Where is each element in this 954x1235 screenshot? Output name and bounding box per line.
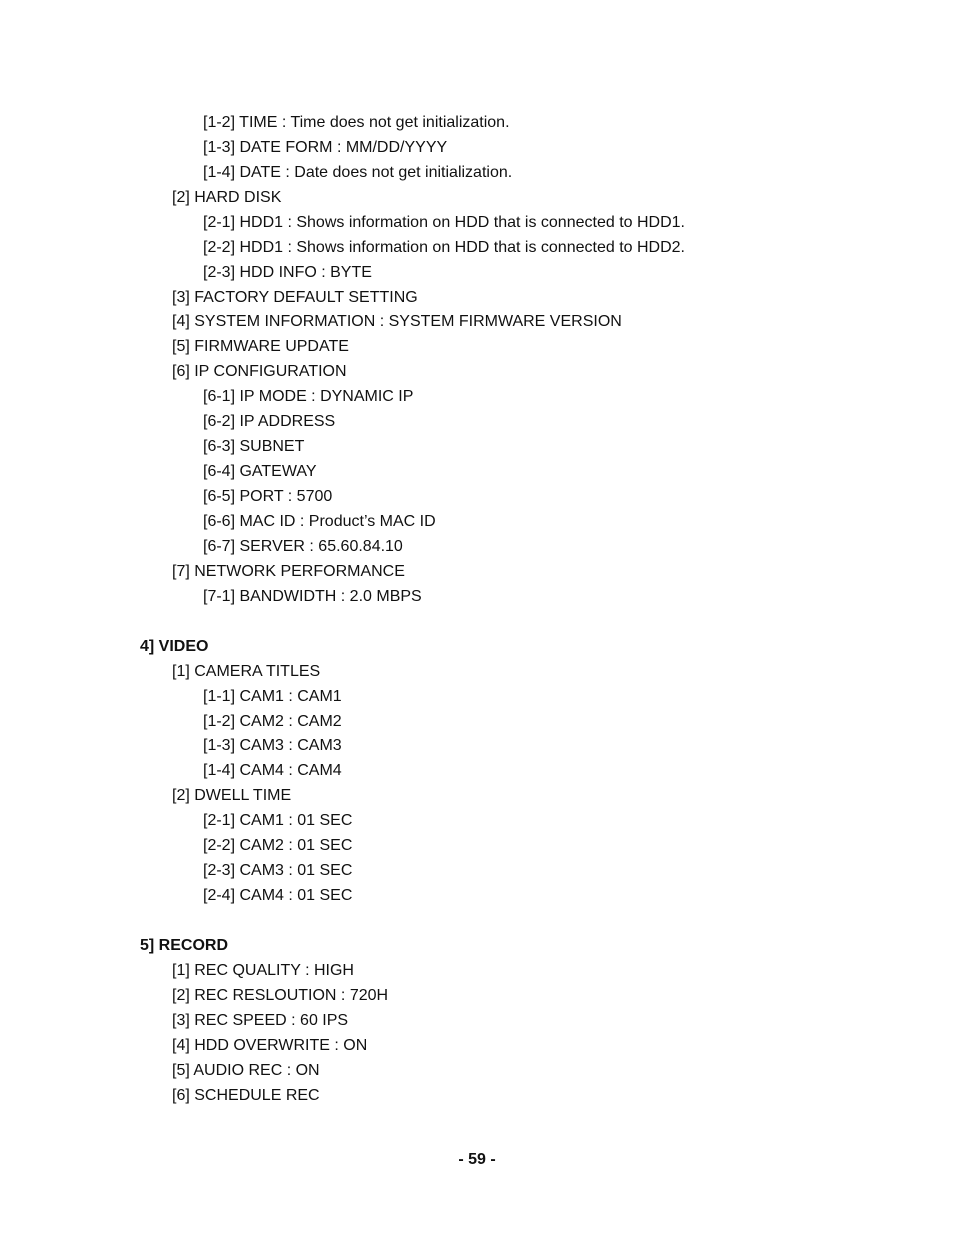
menu-item-ip-mode: [6-1] IP MODE : DYNAMIC IP <box>203 388 414 405</box>
menu-item-factory-default: [3] FACTORY DEFAULT SETTING <box>172 289 418 306</box>
menu-item-hdd1: [2-1] HDD1 : Shows information on HDD that is connected to HDD1. <box>203 214 685 231</box>
menu-item-ip-configuration: [6] IP CONFIGURATION <box>172 363 347 380</box>
menu-item-hdd2: [2-2] HDD1 : Shows information on HDD that is connected to HDD2. <box>203 239 685 256</box>
menu-item-system-information: [4] SYSTEM INFORMATION : SYSTEM FIRMWARE VERSION <box>172 313 622 330</box>
section-heading-record: 5] RECORD <box>140 937 229 954</box>
menu-item-camera-titles: [1] CAMERA TITLES <box>172 663 321 680</box>
menu-item-rec-resolution: [2] REC RESLOUTION : 720H <box>172 987 389 1004</box>
menu-item-hdd-overwrite: [4] HDD OVERWRITE : ON <box>172 1037 368 1054</box>
menu-item-schedule-rec: [6] SCHEDULE REC <box>172 1087 320 1104</box>
menu-item-cam4-title: [1-4] CAM4 : CAM4 <box>203 762 342 779</box>
menu-item-audio-rec: [5] AUDIO REC : ON <box>172 1062 320 1079</box>
menu-item-cam1-dwell: [2-1] CAM1 : 01 SEC <box>203 812 353 829</box>
menu-item-time: [1-2] TIME : Time does not get initialization. <box>203 114 510 131</box>
menu-item-port: [6-5] PORT : 5700 <box>203 488 333 505</box>
menu-item-ip-address: [6-2] IP ADDRESS <box>203 413 336 430</box>
menu-item-cam3-dwell: [2-3] CAM3 : 01 SEC <box>203 862 353 879</box>
menu-item-cam2-title: [1-2] CAM2 : CAM2 <box>203 713 342 730</box>
menu-item-cam2-dwell: [2-2] CAM2 : 01 SEC <box>203 837 353 854</box>
menu-item-network-performance: [7] NETWORK PERFORMANCE <box>172 563 405 580</box>
menu-item-mac-id: [6-6] MAC ID : Product’s MAC ID <box>203 513 436 530</box>
menu-item-cam4-dwell: [2-4] CAM4 : 01 SEC <box>203 887 353 904</box>
menu-item-server: [6-7] SERVER : 65.60.84.10 <box>203 538 403 555</box>
menu-item-dwell-time: [2] DWELL TIME <box>172 787 292 804</box>
menu-item-rec-speed: [3] REC SPEED : 60 IPS <box>172 1012 349 1029</box>
menu-item-date: [1-4] DATE : Date does not get initialization. <box>203 164 513 181</box>
menu-item-firmware-update: [5] FIRMWARE UPDATE <box>172 338 349 355</box>
menu-item-hdd-info: [2-3] HDD INFO : BYTE <box>203 264 372 281</box>
menu-item-cam1-title: [1-1] CAM1 : CAM1 <box>203 688 342 705</box>
menu-item-bandwidth: [7-1] BANDWIDTH : 2.0 MBPS <box>203 588 422 605</box>
section-heading-video: 4] VIDEO <box>140 638 209 655</box>
menu-item-subnet: [6-3] SUBNET <box>203 438 305 455</box>
menu-item-hard-disk: [2] HARD DISK <box>172 189 282 206</box>
menu-item-cam3-title: [1-3] CAM3 : CAM3 <box>203 737 342 754</box>
menu-item-rec-quality: [1] REC QUALITY : HIGH <box>172 962 354 979</box>
page-number: - 59 - <box>458 1151 496 1168</box>
menu-item-date-form: [1-3] DATE FORM : MM/DD/YYYY <box>203 139 448 156</box>
menu-item-gateway: [6-4] GATEWAY <box>203 463 317 480</box>
